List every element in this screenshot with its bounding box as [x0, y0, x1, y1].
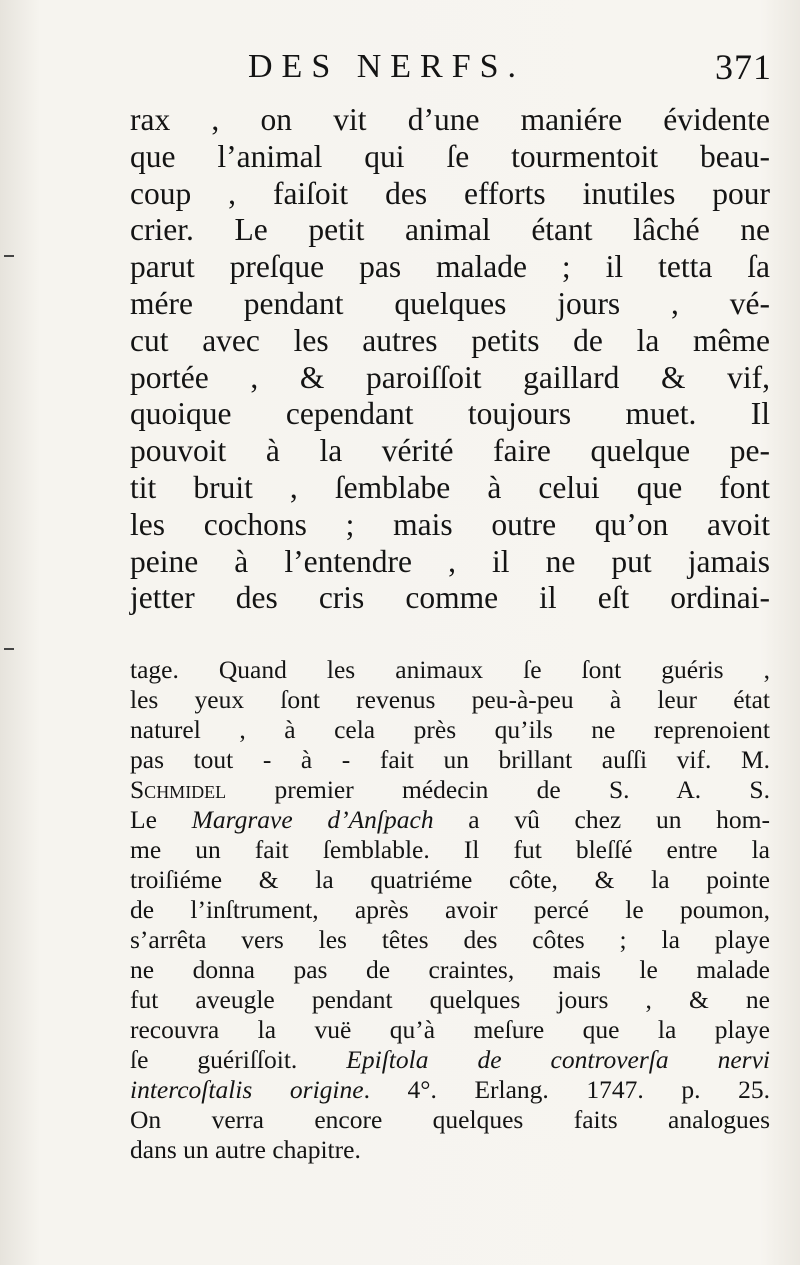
footnote-line: On verra encore quelques faits analogues [130, 1105, 770, 1134]
text-line: quoique cependant toujours muet. Il [130, 396, 770, 432]
footnote-line: les yeux ſont revenus peu-à-peu à leur état [130, 685, 770, 714]
footnote [130, 655, 770, 1165]
page-number: 371 [715, 47, 772, 87]
text-line: crier. Le petit animal étant lâché ne [130, 212, 770, 248]
text-line: rax , on vit d’une maniére évidente [130, 102, 770, 137]
italic-title: Margrave d’Anſpach [191, 805, 434, 834]
text-line: cut avec les autres petits de la même [130, 322, 770, 358]
text-line: portée , & paroiſſoit gaillard & vif, [130, 359, 770, 395]
text-line: tit bruit , ſemblabe à celui que font [130, 469, 770, 505]
footnote-line: naturel , à cela près qu’ils ne reprenoient [130, 715, 770, 744]
footnote-line: s’arrêta vers les têtes des côtes ; la playe [130, 925, 770, 954]
italic-citation: Epiſtola de controverſa nervi [346, 1045, 770, 1074]
main-text [130, 102, 770, 617]
margin-mark [4, 648, 14, 650]
footnote-line: pas tout - à - fait un brillant auſſi vif. M. [130, 745, 770, 774]
footnote-line: Schmidel premier médecin de S. A. S. [130, 775, 770, 804]
text-line: coup , faiſoit des efforts inutiles pour [130, 175, 770, 211]
text-line: pouvoit à la vérité faire quelque pe- [130, 433, 770, 469]
footnote-line: tage. Quand les animaux ſe ſont guéris , [130, 655, 770, 684]
footnote-line: fut aveugle pendant quelques jours , & ne [130, 985, 770, 1014]
text-line: les cochons ; mais outre qu’on avoit [130, 506, 770, 542]
text-line: que l’animal qui ſe tourmentoit beau- [130, 138, 770, 174]
text-line: parut preſque pas malade ; il tetta ſa [130, 249, 770, 285]
footnote-line: ne donna pas de craintes, mais le malade [130, 955, 770, 984]
author-name: Schmidel [130, 775, 227, 804]
footnote-line: recouvra la vuë qu’à meſure que la playe [130, 1015, 770, 1044]
footnote-line: me un fait ſemblable. Il fut bleſſé entre la [130, 835, 770, 864]
text-line: peine à l’entendre , il ne put jamais [130, 543, 770, 579]
footnote-line: Le Margrave d’Anſpach a vû chez un hom- [130, 805, 770, 834]
footnote-line: ſe guériſſoit. Epiſtola de controverſa nervi [130, 1045, 770, 1074]
footnote-line: intercoſtalis origine. 4°. Erlang. 1747. p. 25. [130, 1075, 770, 1104]
text-line: jetter des cris comme il eſt ordinai- [130, 580, 770, 616]
footnote-line: dans un autre chapitre. [130, 1135, 361, 1164]
margin-mark [4, 255, 14, 257]
running-head: DES NERFS. [248, 48, 526, 85]
text-line: mére pendant quelques jours , vé- [130, 285, 770, 321]
footnote-line: troiſiéme & la quatriéme côte, & la pointe [130, 865, 770, 894]
page-header [0, 40, 800, 100]
italic-citation: intercoſtalis origine [130, 1075, 364, 1104]
footnote-line: de l’inſtrument, après avoir percé le poumon, [130, 895, 770, 924]
